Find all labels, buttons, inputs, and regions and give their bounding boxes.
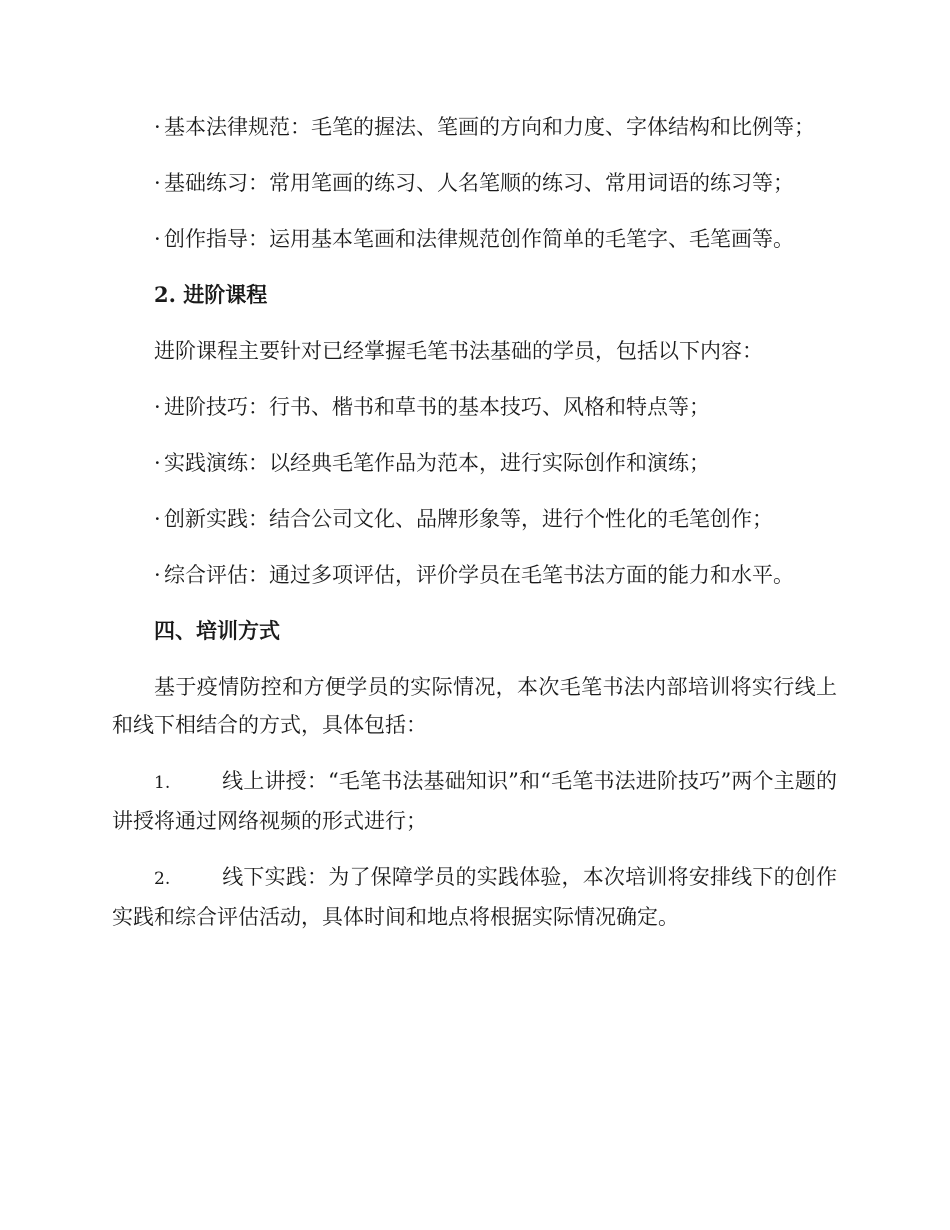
numbered-item <box>112 762 837 840</box>
bullet-text: 进阶技巧：行书、楷书和草书的基本技巧、风格和特点等； <box>164 395 710 419</box>
item-number: 2. <box>154 869 171 889</box>
bullet-dot: · <box>154 395 161 419</box>
bullet-text: 基础练习：常用笔画的练习、人名笔顺的练习、常用词语的练习等； <box>164 171 794 195</box>
bullet-item <box>112 500 837 538</box>
bullet-item <box>112 388 837 426</box>
bullet-item <box>112 556 837 594</box>
numbered-item <box>112 858 837 936</box>
item-text: 线下实践：为了保障学员的实践体验，本次培训将安排线下的创作实践和综合评估活动，具体时间和地点将根据实际情况确定。 <box>112 865 837 929</box>
bullet-dot: · <box>154 563 161 587</box>
bullet-dot: · <box>154 115 161 139</box>
section-intro-advanced: 进阶课程主要针对已经掌握毛笔书法基础的学员，包括以下内容： <box>154 339 763 363</box>
bullet-text: 实践演练：以经典毛笔作品为范本，进行实际创作和演练； <box>164 451 710 475</box>
bullet-dot: · <box>154 171 161 195</box>
bullet-dot: · <box>154 451 161 475</box>
bullet-item <box>112 444 837 482</box>
bullet-dot: · <box>154 227 161 251</box>
item-text: 线上讲授：“毛笔书法基础知识”和“毛笔书法进阶技巧”两个主题的讲授将通过网络视频的形式进行； <box>112 769 837 833</box>
bullet-text: 综合评估：通过多项评估，评价学员在毛笔书法方面的能力和水平。 <box>164 563 794 587</box>
bullet-text: 基本法律规范：毛笔的握法、笔画的方向和力度、字体结构和比例等； <box>164 115 815 139</box>
document-body <box>112 108 837 954</box>
bullet-text: 创作指导：运用基本笔画和法律规范创作简单的毛笔字、毛笔画等。 <box>164 227 794 251</box>
section-intro-method: 基于疫情防控和方便学员的实际情况，本次毛笔书法内部培训将实行线上和线下相结合的方式，具体包括： <box>112 675 837 737</box>
bullet-item <box>112 164 837 202</box>
item-number: 1. <box>154 773 171 793</box>
section-heading-method: 四、培训方式 <box>154 618 280 643</box>
section-heading-advanced: 2. 进阶课程 <box>154 282 268 307</box>
bullet-item <box>112 220 837 258</box>
bullet-dot: · <box>154 507 161 531</box>
bullet-item <box>112 108 837 146</box>
bullet-text: 创新实践：结合公司文化、品牌形象等，进行个性化的毛笔创作； <box>164 507 773 531</box>
